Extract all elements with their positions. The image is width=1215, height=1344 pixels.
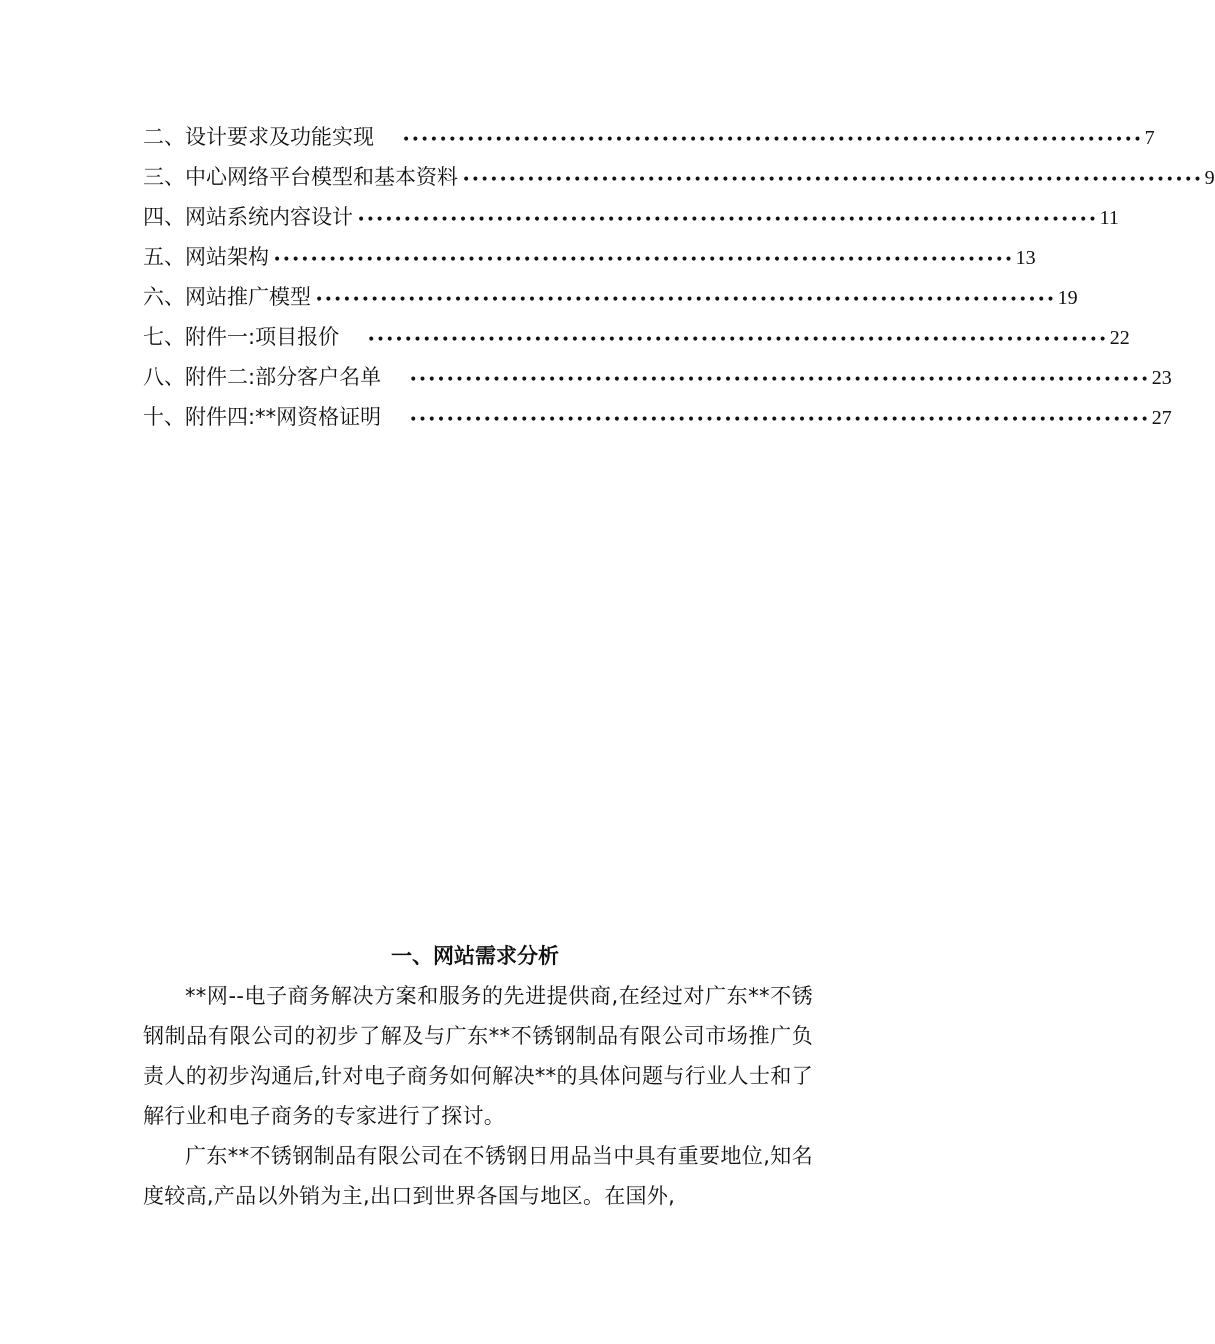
toc-dot-leader: ••••••••••••••••••••••••••••••••••••••••••••••••••••••••••••••••••••••••••••••••	[315, 292, 1056, 308]
toc-entry[interactable]	[143, 317, 1130, 357]
toc-dot-leader: ••••••••••••••••••••••••••••••••••••••••••••••••••••••••••••••••••••••••••••••••	[402, 132, 1143, 148]
toc-entry-title: 三、中心网络平台模型和基本资料	[143, 165, 458, 189]
toc-entry[interactable]	[143, 237, 1036, 277]
toc-entry-title: 五、网站架构	[143, 245, 269, 269]
toc-dot-leader: ••••••••••••••••••••••••••••••••••••••••••••••••••••••••••••••••••••••••••••••••	[357, 212, 1098, 228]
toc-entry-title: 十、附件四:**网资格证明	[143, 405, 382, 429]
table-of-contents	[143, 117, 1215, 437]
toc-page-number: 9	[1204, 167, 1215, 189]
toc-entry[interactable]	[143, 157, 1215, 197]
toc-entry[interactable]	[143, 117, 1155, 157]
section-heading: 一、网站需求分析	[391, 944, 559, 968]
toc-page-number: 22	[1109, 327, 1130, 349]
toc-dot-leader: ••••••••••••••••••••••••••••••••••••••••••••••••••••••••••••••••••••••••••••••••	[367, 332, 1108, 348]
toc-page-number: 13	[1015, 247, 1036, 269]
toc-dot-leader: ••••••••••••••••••••••••••••••••••••••••••••••••••••••••••••••••••••••••••••••••	[462, 172, 1203, 188]
toc-page-number: 19	[1057, 287, 1078, 309]
toc-page-number: 23	[1151, 367, 1172, 389]
toc-entry-title: 四、网站系统内容设计	[143, 205, 353, 229]
toc-page-number: 27	[1151, 407, 1172, 429]
toc-page-number: 7	[1144, 127, 1155, 149]
section-body	[143, 976, 813, 1216]
toc-dot-leader: ••••••••••••••••••••••••••••••••••••••••••••••••••••••••••••••••••••••••••••••••	[273, 252, 1014, 268]
body-paragraph: **网--电子商务解决方案和服务的先进提供商,在经过对广东**不锈钢制品有限公司的初步了解及与广东**不锈钢制品有限公司市场推广负责人的初步沟通后,针对电子商务如何解决**的具体问题与行业人士和了解行业和电子商务的专家进行了探讨。	[143, 984, 813, 1128]
toc-entry[interactable]	[143, 277, 1078, 317]
toc-entry-title: 六、网站推广模型	[143, 285, 311, 309]
toc-dot-leader: ••••••••••••••••••••••••••••••••••••••••••••••••••••••••••••••••••••••••••••••••	[409, 372, 1150, 388]
toc-page-number: 11	[1099, 207, 1119, 229]
toc-entry[interactable]	[143, 397, 1172, 437]
toc-entry-title: 八、附件二:部分客户名单	[143, 365, 382, 389]
toc-dot-leader: ••••••••••••••••••••••••••••••••••••••••••••••••••••••••••••••••••••••••••••••••	[409, 412, 1150, 428]
toc-entry-title: 七、附件一:项目报价	[143, 325, 340, 349]
toc-entry[interactable]	[143, 197, 1119, 237]
toc-entry-title: 二、设计要求及功能实现	[143, 125, 374, 149]
toc-entry[interactable]	[143, 357, 1172, 397]
body-paragraph: 广东**不锈钢制品有限公司在不锈钢日用品当中具有重要地位,知名度较高,产品以外销为主,出口到世界各国与地区。在国外,	[143, 1144, 813, 1208]
